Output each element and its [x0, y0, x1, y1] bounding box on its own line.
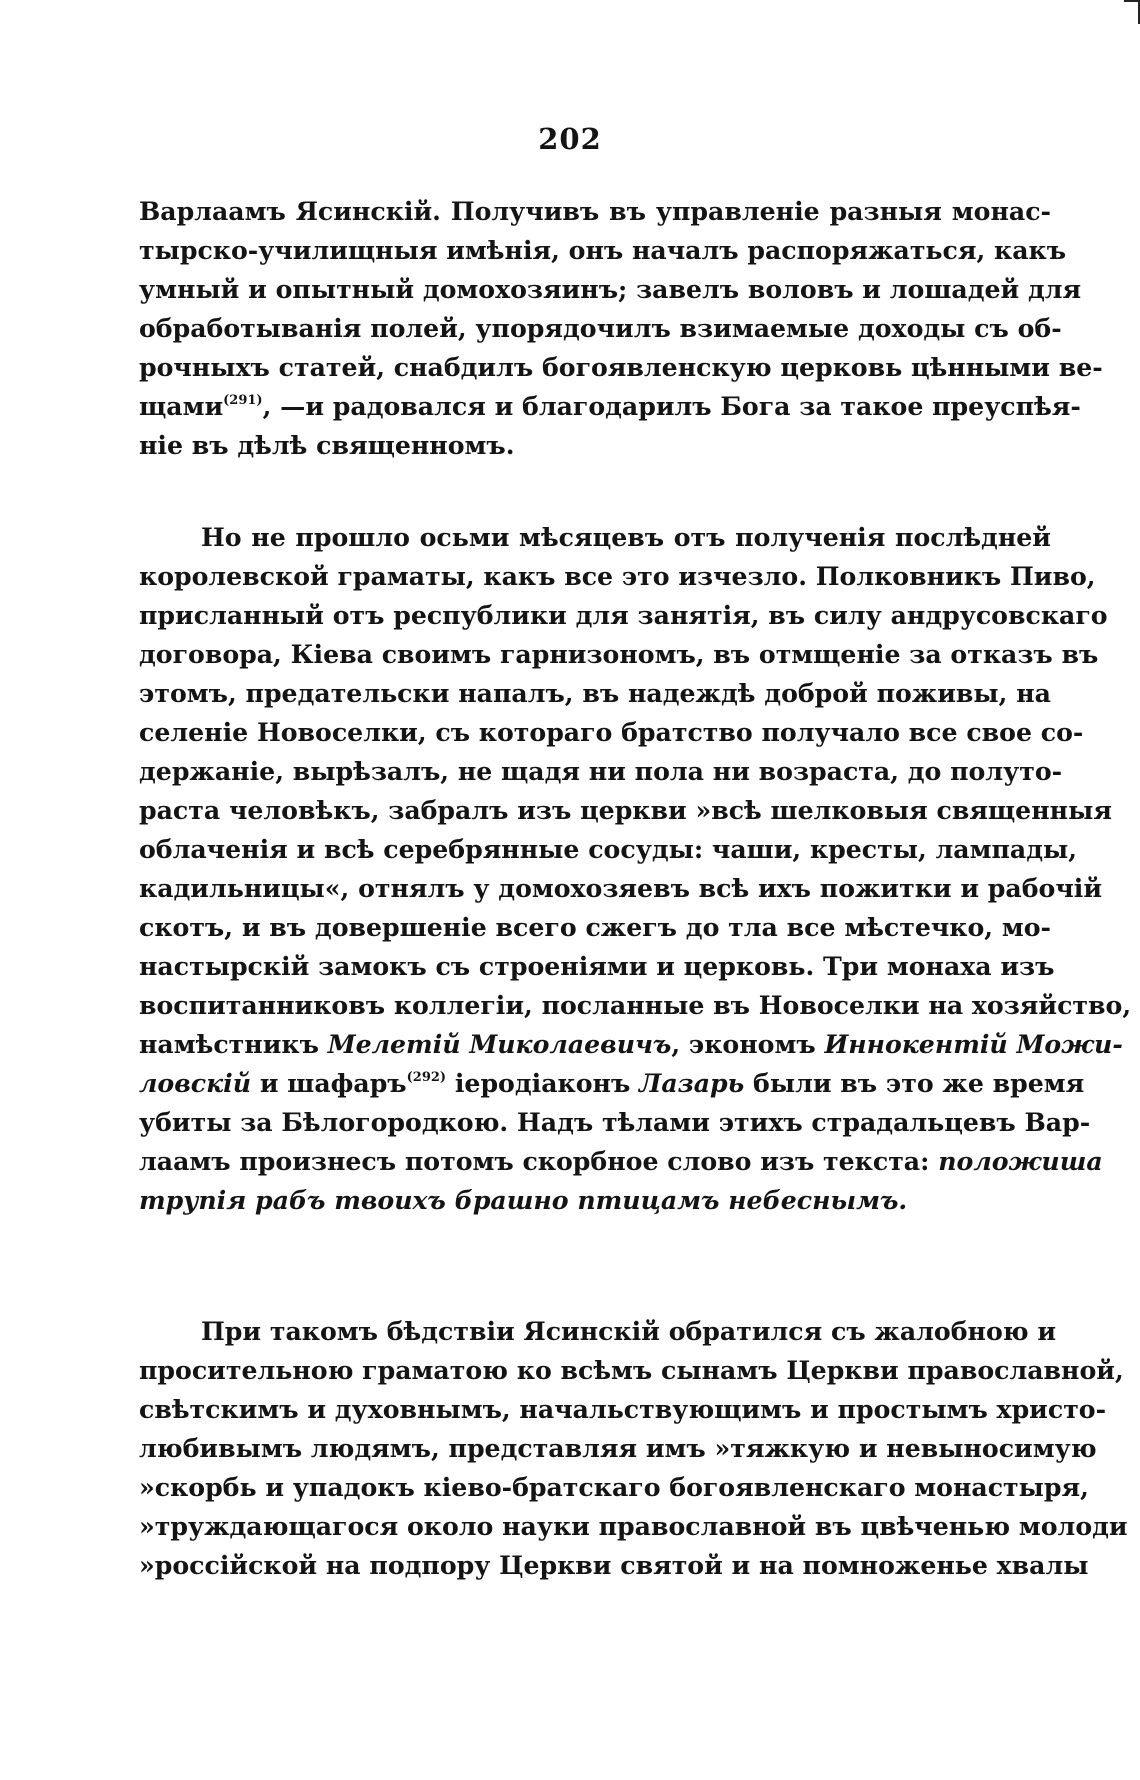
text-line: любивымъ людямъ, представляя имъ »тяжкую и невыносимую: [139, 1433, 1097, 1463]
italic-name: Мелетій Миколаевичъ: [327, 1029, 672, 1059]
text-run: намѣстникъ: [139, 1029, 328, 1059]
text-line: договора, Кіева своимъ гарнизономъ, въ отмщеніе за отказъ въ: [139, 639, 1099, 669]
text-line: рочныхъ статей, снабдилъ богоявленскую церковь цѣнными ве-: [139, 352, 1103, 382]
text-line: убиты за Бѣлогородкою. Надъ тѣлами этихъ страдальцевъ Вар-: [139, 1107, 1091, 1137]
text-line: При такомъ бѣдствіи Ясинскій обратился съ жалобною и: [201, 1316, 1057, 1346]
italic-name: Лазарь: [639, 1068, 745, 1098]
text-run: щами: [139, 391, 224, 421]
text-line: тырско-училищныя имѣнія, онъ началъ распоряжаться, какъ: [139, 235, 1067, 265]
text-line: раста человѣкъ, забралъ изъ церкви »всѣ шелковыя священныя: [139, 795, 1112, 825]
paragraph-1: [139, 192, 1103, 465]
text-line: »россійской на подпору Церкви святой и на помноженье хвалы: [139, 1550, 1089, 1580]
text-run: іеродіаконъ: [446, 1068, 640, 1098]
text-line: свѣтскимъ и духовнымъ, начальствующимъ и простымъ христо-: [139, 1394, 1107, 1424]
text-run: и шафаръ: [251, 1068, 407, 1098]
text-line: »скорбь и упадокъ кіево-братскаго богоявленскаго монастыря,: [139, 1472, 1089, 1502]
text-run: лаамъ произнесъ потомъ скорбное слово изъ текста:: [139, 1146, 939, 1176]
paragraph-2: [139, 518, 1132, 1220]
text-line: [139, 387, 1081, 426]
scan-corner-mark: [1124, 0, 1140, 24]
text-line: »труждающагося около науки православной въ цвѣченью молоди: [139, 1511, 1128, 1541]
italic-name: Иннокентій Можи-: [824, 1029, 1123, 1059]
text-run: , экономъ: [671, 1029, 825, 1059]
text-line: селеніе Новоселки, съ котораго братство получало все свое со-: [139, 717, 1084, 747]
text-line: ніе въ дѣлѣ священномъ.: [139, 430, 515, 460]
text-line: настырскій замокъ съ строеніями и церковь. Три монаха изъ: [139, 951, 1055, 981]
text-line: воспитанниковъ коллегіи, посланные въ Новоселки на хозяйство,: [139, 990, 1132, 1020]
text-line: королевской граматы, какъ все это изчезло. Полковникъ Пиво,: [139, 561, 1096, 591]
footnote-ref: (291): [223, 392, 263, 408]
text-line: этомъ, предательски напалъ, въ надеждѣ доброй поживы, на: [139, 678, 1051, 708]
text-run: , —и радовался и благодарилъ Бога за такое преуспѣя-: [262, 391, 1081, 421]
text-run: были въ это же время: [744, 1068, 1085, 1098]
text-line: просительною граматою ко всѣмъ сынамъ Церкви православной,: [139, 1355, 1124, 1385]
text-line: облаченія и всѣ серебрянные сосуды: чаши, кресты, лампады,: [139, 834, 1078, 864]
text-line: держаніе, вырѣзалъ, не щадя ни пола ни возраста, до полуто-: [139, 756, 1063, 786]
text-line: присланный отъ республики для занятія, въ силу андрусовскаго: [139, 600, 1108, 630]
text-line: [139, 1025, 1123, 1064]
text-line: кадильницы«, отнялъ у домохозяевъ всѣ ихъ пожитки и рабочій: [139, 873, 1103, 903]
text-line: обработыванія полей, упорядочилъ взимаемые доходы съ об-: [139, 313, 1062, 343]
text-line: Варлаамъ Ясинскій. Получивъ въ управленіе разныя монас-: [139, 196, 1051, 226]
italic-name: ловскій: [139, 1068, 252, 1098]
text-line: Но не прошло осьми мѣсяцевъ отъ полученія послѣдней: [201, 522, 1051, 552]
footnote-ref: (292): [406, 1069, 447, 1085]
italic-quote: положиша: [938, 1146, 1103, 1176]
text-line: трупія рабъ твоихъ брашно птицамъ небеснымъ.: [139, 1185, 908, 1215]
text-line: умный и опытный домохозяинъ; завелъ воловъ и лошадей для: [139, 274, 1082, 304]
paragraph-3: [139, 1312, 1128, 1585]
text-line: [139, 1064, 1085, 1103]
text-line: [139, 1142, 1103, 1181]
text-line: скотъ, и въ довершеніе всего сжегъ до тла все мѣстечко, мо-: [139, 912, 1051, 942]
page-number: 202: [538, 122, 602, 156]
